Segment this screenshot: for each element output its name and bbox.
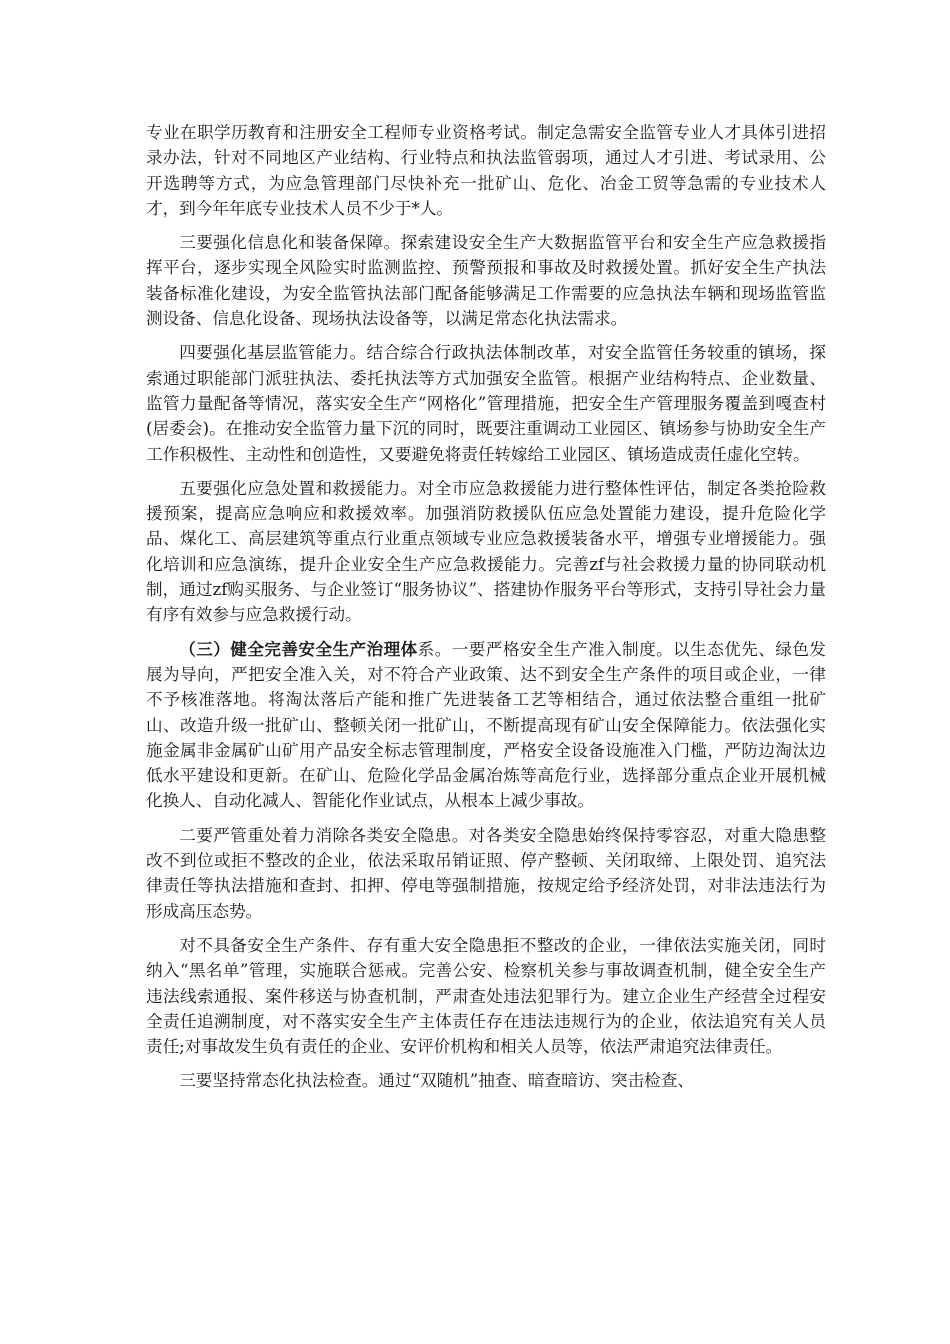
paragraph-inspection: 三要坚持常态化执法检查。通过“双随机”抽查、暗查暗访、突击检查、 [179,1071,694,1091]
section-heading: （三）健全完善安全生产治理体 [179,638,418,659]
document-page [146,120,826,1103]
paragraph-governance [146,637,826,814]
paragraph-informatization: 三要强化信息化和装备保障。探索建设安全生产大数据监管平台和安全生产应急救援指挥平台，逐步实现全风险实时监测监控、预警预报和事故及时救援处置。抓好安全生产执法装备标准化建设，为安全监管执法部门配备能够满足工作需要的应急执法车辆和现场监管监测设备、信息化设备、现场执法设备等，以满足常态化执法需求。 [146,233,826,329]
paragraph-talent: 专业在职学历教育和注册安全工程师专业资格考试。制定急需安全监管专业人才具体引进招录办法，针对不同地区产业结构、行业特点和执法监管弱项，通过人才引进、考试录用、公开选聘等方式，为应急管理部门尽快补充一批矿山、危化、冶金工贸等急需的专业技术人才，到今年年底专业技术人员不少于*人。 [146,123,826,218]
paragraph-emergency-rescue: 五要强化应急处置和救援能力。对全市应急救援能力进行整体性评估，制定各类抢险救援预案，提高应急响应和救援效率。加强消防救援队伍应急处置能力建设，提升危险化学品、煤化工、高层建筑等重点行业重点领域专业应急救援装备水平，增强专业增援能力。强化培训和应急演练，提升企业安全生产应急救援能力。完善zf与社会救援力量的协同联动机制，通过zf购买服务、与企业签订“服务协议”、搭建协作服务平台等形式，支持引导社会力量有序有效参与应急救援行动。 [146,478,826,625]
section-body: 系。一要严格安全生产准入制度。以生态优先、绿色发展为导向，严把安全准入关，对不符合产业政策、达不到安全生产条件的项目或企业，一律不予核准落地。将淘汰落后产能和推广先进装备工艺等相结合，通过依法整合重组一批矿山、改造升级一批矿山、整顿关闭一批矿山，不断提高现有矿山安全保障能力。依法强化实施金属非金属矿山矿用产品安全标志管理制度，严格安全设备设施准入门槛，严防边淘汰边低水平建设和更新。在矿山、危险化学品金属冶炼等高危行业，选择部分重点企业开展机械化换人、自动化减人、智能化作业试点，从根本上减少事故。 [146,639,827,811]
paragraph-hazards: 二要严管重处着力消除各类安全隐患。对各类安全隐患始终保持零容忍，对重大隐患整改不到位或拒不整改的企业，依法采取吊销证照、停产整顿、关闭取缔、上限处罚、追究法律责任等执法措施和查封、扣押、停电等强制措施，按规定给予经济处罚，对非法违法行为形成高压态势。 [146,825,826,921]
paragraph-grassroots: 四要强化基层监管能力。结合综合行政执法体制改革，对安全监管任务较重的镇场，探索通过职能部门派驻执法、委托执法等方式加强安全监管。根据产业结构特点、企业数量、监管力量配备等情况，落实安全生产“网格化”管理措施，把安全生产管理服务覆盖到嘎查村(居委会)。在推动安全监管力量下沉的同时，既要注重调动工业园区、镇场参与协助安全生产工作积极性、主动性和创造性，又要避免将责任转嫁给工业园区、镇场造成责任虚化空转。 [146,343,826,464]
paragraph-blacklist: 对不具备安全生产条件、存有重大安全隐患拒不整改的企业，一律依法实施关闭，同时纳入“黑名单”管理，实施联合惩戒。完善公安、检察机关参与事故调查机制，健全安全生产违法线索通报、案件移送与协查机制，严肃查处违法犯罪行为。建立企业生产经营全过程安全责任追溯制度，对不落实安全生产主体责任存在违法违规行为的企业，依法追究有关人员责任;对事故发生负有责任的企业、安评价机构和相关人员等，依法严肃追究法律责任。 [146,935,826,1057]
